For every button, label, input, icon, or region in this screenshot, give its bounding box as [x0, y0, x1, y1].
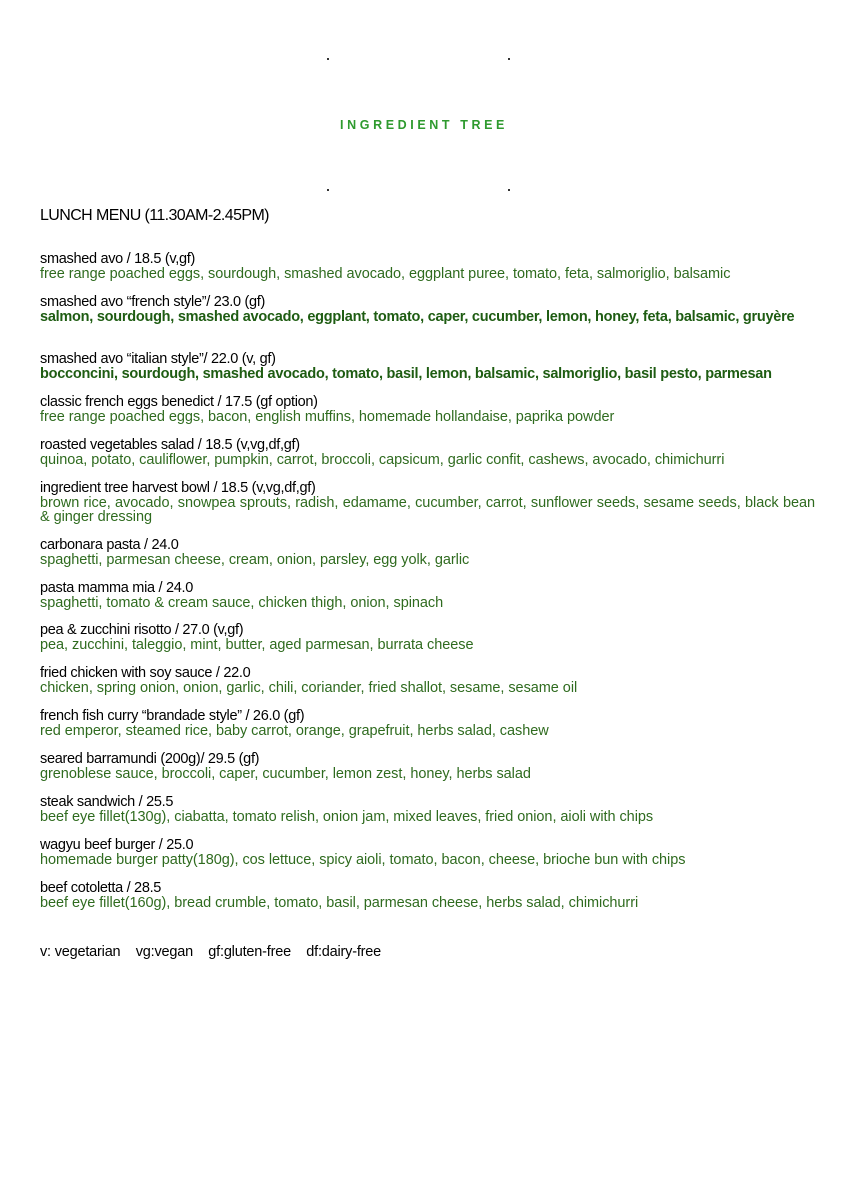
menu-item — [40, 394, 815, 424]
menu-item — [40, 622, 815, 652]
decorative-dot — [508, 58, 510, 60]
menu-item-description: free range poached eggs, sourdough, smashed avocado, eggplant puree, tomato, feta, salmoriglio, balsamic — [40, 266, 731, 282]
menu-item-description: spaghetti, parmesan cheese, cream, onion, parsley, egg yolk, garlic — [40, 552, 470, 568]
menu-item-description: free range poached eggs, bacon, english muffins, homemade hollandaise, paprika powder — [40, 409, 615, 425]
menu-item-name: smashed avo “italian style”/ 22.0 (v, gf) — [40, 351, 276, 367]
menu-item — [40, 837, 815, 867]
menu-item-name: classic french eggs benedict / 17.5 (gf option) — [40, 394, 318, 410]
menu-item-description: red emperor, steamed rice, baby carrot, orange, grapefruit, herbs salad, cashew — [40, 723, 549, 739]
menu-item — [40, 437, 815, 467]
menu-title: LUNCH MENU (11.30AM-2.45PM) — [40, 207, 269, 224]
decorative-dot — [327, 58, 329, 60]
menu-item — [40, 708, 815, 738]
menu-item — [40, 251, 815, 281]
menu-item — [40, 580, 815, 610]
menu-item — [40, 537, 815, 567]
menu-item-name: seared barramundi (200g)/ 29.5 (gf) — [40, 751, 260, 767]
menu-item-name: steak sandwich / 25.5 — [40, 794, 174, 810]
menu-item-name: wagyu beef burger / 25.0 — [40, 837, 194, 853]
menu-item-name: beef cotoletta / 28.5 — [40, 880, 162, 896]
menu-item — [40, 351, 815, 381]
menu-item-name: carbonara pasta / 24.0 — [40, 537, 179, 553]
menu-item — [40, 480, 815, 524]
menu-item-description: bocconcini, sourdough, smashed avocado, tomato, basil, lemon, balsamic, salmoriglio, basil pesto, parmesan — [40, 366, 772, 382]
menu-item-description: quinoa, potato, cauliflower, pumpkin, carrot, broccoli, capsicum, garlic confit, cashews, avocado, chimichurri — [40, 452, 725, 468]
menu-item-name: fried chicken with soy sauce / 22.0 — [40, 665, 251, 681]
menu-item-description: chicken, spring onion, onion, garlic, chili, coriander, fried shallot, sesame, sesame oil — [40, 680, 578, 696]
menu-item-name: pasta mamma mia / 24.0 — [40, 580, 193, 596]
decorative-dot — [508, 189, 510, 191]
menu-item-name: ingredient tree harvest bowl / 18.5 (v,vg,df,gf) — [40, 480, 316, 496]
decorative-dot — [327, 189, 329, 191]
menu-item — [40, 294, 815, 324]
restaurant-name: INGREDIENT TREE — [340, 118, 508, 132]
menu-item — [40, 794, 815, 824]
menu-item-name: smashed avo / 18.5 (v,gf) — [40, 251, 196, 267]
menu-item-description: pea, zucchini, taleggio, mint, butter, aged parmesan, burrata cheese — [40, 637, 474, 653]
menu-item-description: salmon, sourdough, smashed avocado, eggplant, tomato, caper, cucumber, lemon, honey, feta, balsamic, gruyère — [40, 309, 795, 325]
menu-item-description: brown rice, avocado, snowpea sprouts, radish, edamame, cucumber, carrot, sunflower seeds, sesame seeds, black bean & ginger dressing — [40, 495, 815, 525]
menu-item-name: pea & zucchini risotto / 27.0 (v,gf) — [40, 622, 244, 638]
menu-item-description: beef eye fillet(130g), ciabatta, tomato relish, onion jam, mixed leaves, fried onion, aioli with chips — [40, 809, 654, 825]
menu-item — [40, 751, 815, 781]
menu-item-description: beef eye fillet(160g), bread crumble, tomato, basil, parmesan cheese, herbs salad, chimichurri — [40, 895, 639, 911]
menu-item-description: grenoblese sauce, broccoli, caper, cucumber, lemon zest, honey, herbs salad — [40, 766, 531, 782]
menu-item-description: homemade burger patty(180g), cos lettuce, spicy aioli, tomato, bacon, cheese, brioche bun with chips — [40, 852, 686, 868]
menu-item — [40, 880, 815, 910]
menu-item-name: french fish curry “brandade style” / 26.0 (gf) — [40, 708, 305, 724]
menu-item-description: spaghetti, tomato & cream sauce, chicken thigh, onion, spinach — [40, 595, 444, 611]
menu-item — [40, 665, 815, 695]
menu-item-name: smashed avo “french style”/ 23.0 (gf) — [40, 294, 266, 310]
menu-item-name: roasted vegetables salad / 18.5 (v,vg,df,gf) — [40, 437, 300, 453]
dietary-legend: v: vegetarian vg:vegan gf:gluten-free df:dairy-free — [40, 944, 382, 960]
